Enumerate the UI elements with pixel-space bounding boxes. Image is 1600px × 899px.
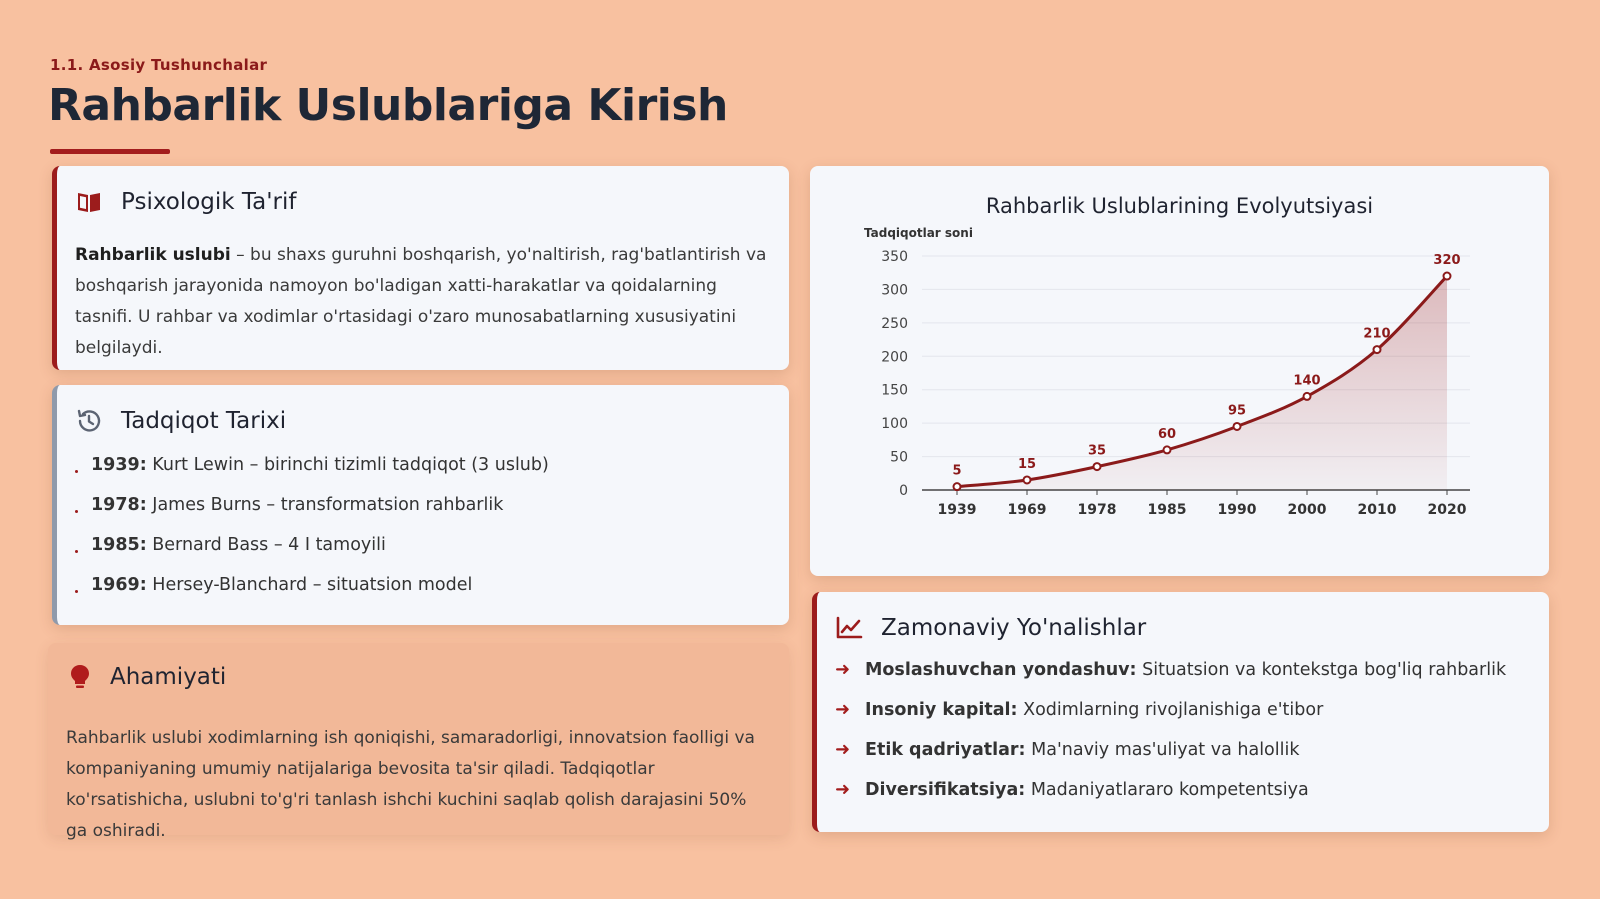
y-tick-label: 200 [881,349,908,366]
x-tick-label: 1978 [1077,502,1117,518]
history-text: James Burns – transformatsion rahbarlik [146,495,504,515]
history-text: Kurt Lewin – birinchi tizimli tadqiqot (3 uslub) [146,455,549,475]
x-tick-label: 1939 [937,502,977,518]
data-label: 60 [1157,426,1177,442]
importance-card [48,643,789,841]
history-year: 1978: [91,495,147,515]
history-text: Bernard Bass – 4 I tamoyili [146,535,386,555]
trend-item [835,730,1529,770]
data-label: 15 [1017,456,1037,472]
x-tick-label: 1990 [1217,502,1257,518]
y-axis-label: Tadqiqotlar soni [864,226,973,240]
history-card [52,385,789,625]
x-tick-label: 2010 [1357,502,1397,518]
trend-item [835,770,1529,810]
y-tick-label: 250 [881,315,908,332]
history-year: 1969: [91,575,147,595]
chart-card [810,166,1549,576]
y-tick-label: 0 [899,483,908,499]
definition-header [75,188,769,216]
book-icon [75,188,103,216]
arrow-right-icon: ➜ [835,779,851,800]
definition-body: – bu shaxs guruhni boshqarish, yo'naltirish, rag'batlantirish va boshqarish jarayonida namoyon bo'ladigan xatti-harakatlar va qoidalarning tasnifi. U rahbar va xodimlar o'rtasidagi o'zaro munosabatlarning xususiyatini belgilaydi. [75,245,767,358]
trends-list [835,650,1529,810]
chart-title: Rahbarlik Uslublarining Evolyutsiyasi [985,194,1374,218]
x-tick-label: 1985 [1147,502,1187,518]
x-tick-label: 1969 [1007,502,1047,518]
trend-text: Xodimlarning rivojlanishiga e'tibor [1017,700,1324,720]
data-label: 35 [1087,443,1107,459]
trend-text: Ma'naviy mas'uliyat va halollik [1025,740,1300,760]
lightbulb-icon [66,663,94,691]
history-year: 1985: [91,535,147,555]
data-label: 95 [1227,403,1247,419]
definition-text [75,240,769,364]
importance-text: Rahbarlik uslubi xodimlarning ish qoniqishi, samaradorligi, innovatsion faolligi va kompaniyaning umumiy natijalariga bevosita ta'sir qiladi. Tadqiqotlar ko'rsatishicha, uslubni to'g'ri tanlash ishchi kuchini saqlab qolish darajasini 50% ga oshiradi. [66,728,755,841]
data-label: 320 [1433,253,1461,269]
data-point [1374,346,1381,353]
data-label: 140 [1293,373,1321,389]
data-point [1234,423,1241,430]
trends-card [812,592,1549,832]
eyebrow: 1.1. Asosiy Tushunchalar [50,56,268,74]
data-point [1164,446,1171,453]
definition-term: Rahbarlik uslubi [75,245,231,265]
y-tick-label: 300 [881,282,908,299]
y-tick-label: 100 [881,416,908,433]
data-point [954,483,961,490]
x-tick-label: 2020 [1427,502,1467,518]
history-item [75,525,769,565]
data-label: 5 [952,463,962,479]
importance-title: Ahamiyati [110,664,227,690]
history-header [75,407,769,435]
history-item [75,445,769,485]
definition-card [52,166,789,370]
trend-text: Madaniyatlararo kompetentsiya [1025,780,1309,800]
trend-term: Insoniy kapital: [865,700,1018,720]
history-item [75,485,769,525]
y-tick-label: 350 [881,249,908,265]
history-list [75,445,769,605]
title-underline [50,149,170,154]
importance-header [66,663,769,691]
arrow-right-icon: ➜ [835,739,851,760]
data-point [1024,476,1031,483]
x-tick-label: 2000 [1287,502,1327,518]
y-tick-label: 150 [881,382,908,399]
trends-title: Zamonaviy Yo'nalishlar [881,615,1147,641]
data-point [1304,393,1311,400]
data-point [1444,273,1451,280]
history-text: Hersey-Blanchard – situatsion model [146,575,473,595]
data-label: 210 [1363,326,1391,342]
page-title: Rahbarlik Uslublariga Kirish [48,80,728,131]
trend-term: Moslashuvchan yondashuv: [865,660,1137,680]
definition-title: Psixologik Ta'rif [121,189,297,215]
trend-item [835,650,1529,690]
trends-header [835,614,1529,642]
trend-term: Diversifikatsiya: [865,780,1026,800]
history-title: Tadqiqot Tarixi [121,408,287,434]
arrow-right-icon: ➜ [835,659,851,680]
trend-text: Situatsion va kontekstga bog'liq rahbarlik [1136,660,1507,680]
history-year: 1939: [91,455,147,475]
arrow-right-icon: ➜ [835,699,851,720]
history-icon [75,407,103,435]
trend-term: Etik qadriyatlar: [865,740,1026,760]
history-item [75,565,769,605]
trend-item [835,690,1529,730]
y-tick-label: 50 [890,449,908,466]
data-point [1094,463,1101,470]
line-chart-icon [835,614,863,642]
